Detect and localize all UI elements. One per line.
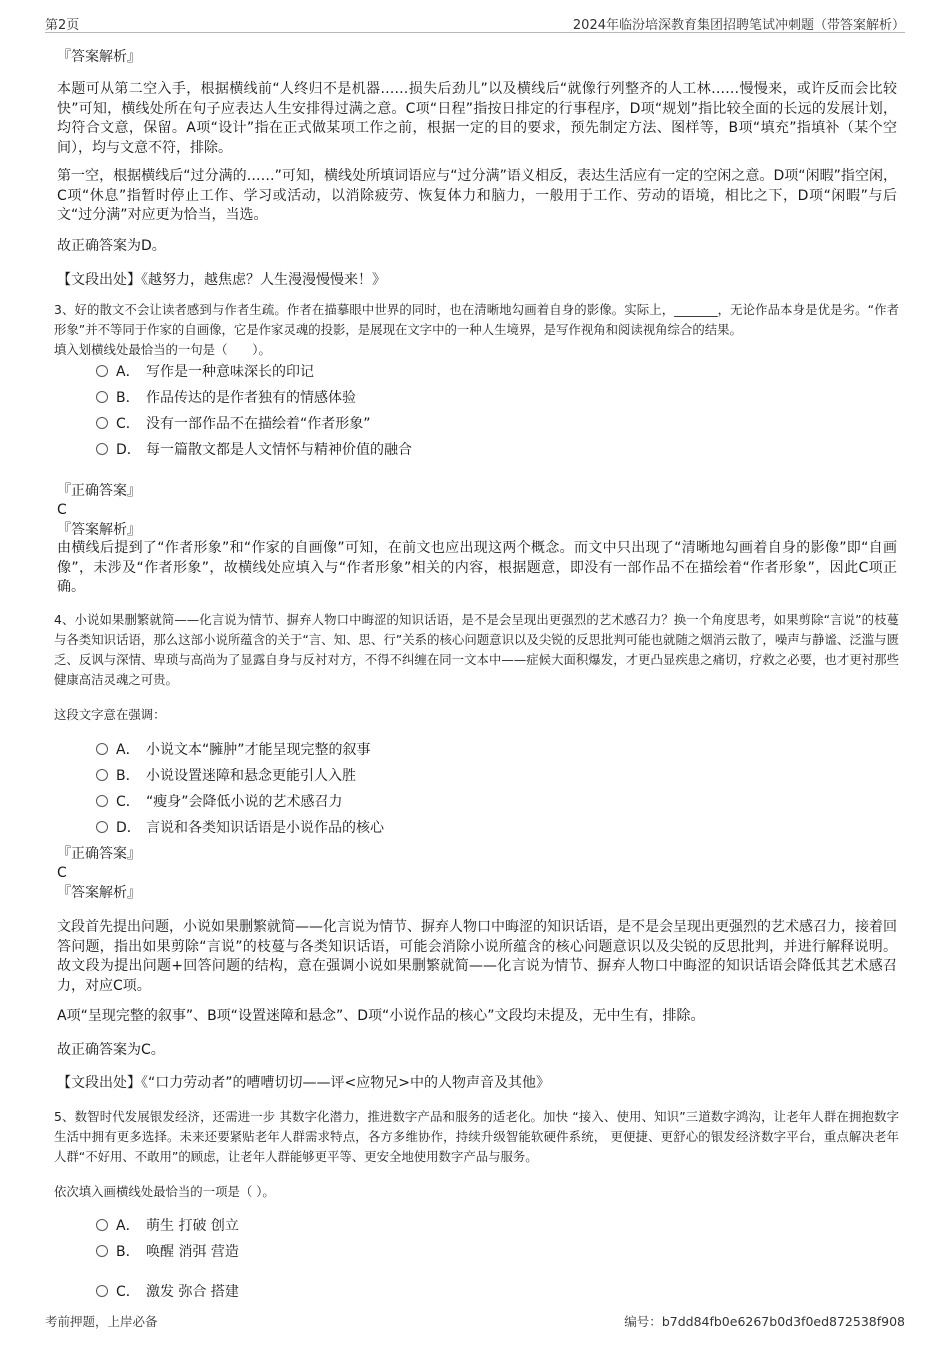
radio-icon[interactable] [96, 391, 108, 403]
page-number: 第2页 [45, 18, 80, 33]
q4-option-d[interactable]: D． 言说和各类知识话语是小说作品的核心 [96, 818, 384, 838]
q4-stem: 4、小说如果删繁就简——化言说为情节、摒弃人物口中晦涩的知识话语，是不是会呈现出更强烈的艺术感召力？换一个角度思考，如果剪除“言说”的枝蔓与各类知识话语，那么这部小说所蕴含的关于“言、知、思、行”关系的核心问题意识以及尖锐的反思批判可能也就随之烟消云散了，噪声与静谧、泛滥与匮乏、反讽与深情、卑琐与高尚为了显露自身与反衬对方，不得不纠缠在同一文本中——症候大面积爆发，才更凸显疾患之痛切，疗救之必要，也才更衬那些健康高洁灵魂之可贵。 [54, 612, 899, 687]
q3-option-a[interactable]: A． 写作是一种意味深长的印记 [96, 362, 314, 382]
q4-answer: C [57, 865, 67, 881]
q2-analysis-para2: 第一空，根据横线后“过分满的……”可知，横线处所填词语应与“过分满”语义相反，表达生活应有一定的空闲之意。D项“闲暇”指空闲，C项“休息”指暂时停止工作、学习或活动，以消除疲劳、恢复体力和脑力，一般用于工作、劳动的语境，相比之下，D项“闲暇”与后文“过分满”对应更为恰当，当选。 [57, 168, 897, 223]
radio-icon[interactable] [96, 443, 108, 455]
radio-icon[interactable] [96, 821, 108, 833]
q2-source: 【文段出处】《越努力，越焦虑？人生漫漫慢慢来！》 [57, 272, 386, 288]
q2-analysis-label: 『答案解析』 [57, 49, 141, 65]
q4-option-a[interactable]: A． 小说文本“臃肿”才能呈现完整的叙事 [96, 740, 371, 760]
q3-analysis: 由横线后提到了“作者形象”和“作家的自画像”可知，在前文也应出现这两个概念。而文中只出现了“清晰地勾画着自身的影像”即“自画像”，未涉及“作者形象”，故横线处应填入与“作者形象”相关的内容，根据题意，即没有一部作品不在描绘着“作者形象”，因此C项正确。 [57, 540, 897, 595]
q4-exclude: A项“呈现完整的叙事”、B项“设置迷障和悬念”、D项“小说作品的核心”文段均未提及，无中生有，排除。 [57, 1008, 705, 1024]
radio-icon[interactable] [96, 795, 108, 807]
q2-conclusion: 故正确答案为D。 [57, 238, 166, 254]
q4-analysis: 文段首先提出问题，小说如果删繁就简——化言说为情节、摒弃人物口中晦涩的知识话语，是不是会呈现出更强烈的艺术感召力，接着回答问题，指出如果剪除“言说”的枝蔓与各类知识话语，可能会消除小说所蕴含的核心问题意识以及尖锐的反思批判，并进行解释说明。故文段为提出问题+回答问题的结构，意在强调小说如果删繁就简——化言说为情节、摒弃人物口中晦涩的知识话语会降低其艺术感召力，对应C项。 [57, 919, 897, 994]
q3-option-d[interactable]: D． 每一篇散文都是人文情怀与精神价值的融合 [96, 440, 412, 460]
q5-option-b[interactable]: B． 唤醒 消弭 营造 [96, 1242, 239, 1262]
q4-option-b[interactable]: B． 小说设置迷障和悬念更能引人入胜 [96, 766, 356, 786]
q4-analysis-label: 『答案解析』 [57, 885, 141, 901]
q3-prompt: 填入划横线处最恰当的一句是（ ）。 [54, 342, 271, 357]
radio-icon[interactable] [96, 365, 108, 377]
q5-stem: 5、数智时代发展银发经济，还需进一步 其数字化潜力，推进数字产品和服务的适老化。加快 “接入、使用、知识”三道数字鸿沟，让老年人群在拥抱数字生活中拥有更多选择。未来还要紧贴老年人群需求特点，各方多维协作，持续升级智能软硬件系统， 更便捷、更舒心的银发经济数字平台，重点解决老年人群“不好用、不敢用”的顾虑，让老年人群能够更平等、更安全地使用数字产品与服务。 [54, 1109, 899, 1164]
code-label: 编号： [624, 1314, 662, 1329]
radio-icon[interactable] [96, 1219, 108, 1231]
q4-conclusion: 故正确答案为C。 [57, 1042, 165, 1058]
document-code [624, 1312, 905, 1330]
q4-prompt: 这段文字意在强调： [54, 707, 166, 722]
document-title: 2024年临汾培深教育集团招聘笔试冲刺题（带答案解析） [572, 18, 905, 33]
q5-option-a[interactable]: A． 萌生 打破 创立 [96, 1216, 239, 1236]
radio-icon[interactable] [96, 1245, 108, 1257]
q3-answer-label: 『正确答案』 [57, 483, 141, 499]
footer-slogan: 考前押题，上岸必备 [45, 1314, 158, 1329]
radio-icon[interactable] [96, 769, 108, 781]
q3-analysis-label: 『答案解析』 [57, 522, 141, 538]
page-header [45, 12, 905, 33]
q4-option-c[interactable]: C． “瘦身”会降低小说的艺术感召力 [96, 792, 343, 812]
q5-prompt: 依次填入画横线处最恰当的一项是（ ）。 [54, 1184, 275, 1199]
radio-icon[interactable] [96, 743, 108, 755]
q4-answer-label: 『正确答案』 [57, 846, 141, 862]
q5-option-c[interactable]: C． 激发 弥合 搭建 [96, 1282, 239, 1302]
radio-icon[interactable] [96, 417, 108, 429]
q2-analysis-para1: 本题可从第二空入手，根据横线前“人终归不是机器……损失后劲儿”以及横线后“就像行列整齐的人工林……慢慢来，或许反而会比较快”可知，横线处所在句子应表达人生安排得过满之意。C项“日程”指按日排定的行事程序，D项“规划”指比较全面的长远的发展计划，均符合文意，保留。A项“设计”指在正式做某项工作之前，根据一定的目的要求，预先制定方法、图样等，B项“填充”指填补（某个空间），均与文意不符，排除。 [57, 81, 897, 156]
q3-option-c[interactable]: C． 没有一部作品不在描绘着“作者形象” [96, 414, 371, 434]
q3-stem: 3、好的散文不会让读者感到与作者生疏。作者在描摹眼中世界的同时，也在清晰地勾画着自身的影像。实际上，_______，无论作品本身是优是劣。“作者形象”并不等同于作家的自画像，它是作家灵魂的投影，是展现在文字中的一种人生境界，是写作视角和阅读视角综合的结果。 [54, 302, 899, 337]
q3-answer: C [57, 502, 67, 518]
code-value: b7dd84fb0e6267b0d3f0ed872538f908 [661, 1314, 905, 1329]
q4-source: 【文段出处】《“口力劳动者”的嘈嘈切切——评<应物兄>中的人物声音及其他》 [57, 1075, 550, 1091]
radio-icon[interactable] [96, 1285, 108, 1297]
q3-option-b[interactable]: B． 作品传达的是作者独有的情感体验 [96, 388, 356, 408]
